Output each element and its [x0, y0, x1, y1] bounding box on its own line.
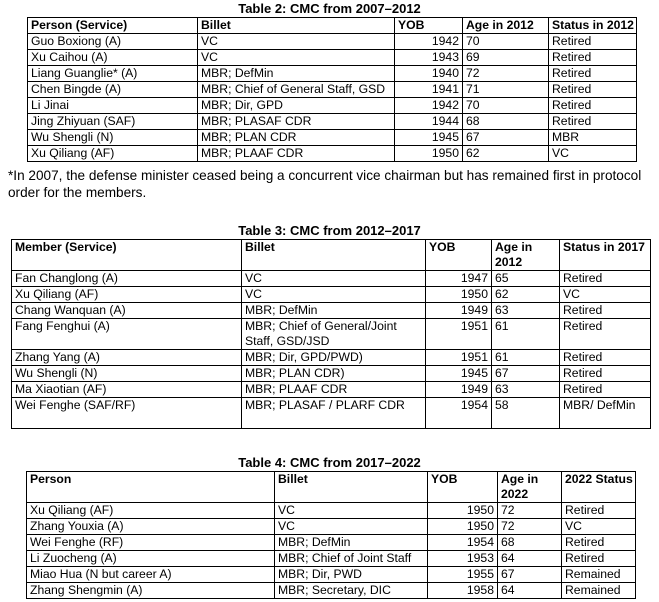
- table-cell-yob: 1945: [426, 366, 492, 382]
- table-cell-age: 62: [492, 287, 560, 303]
- table-cell-status: Retired: [549, 34, 637, 50]
- table-cell-yob: 1958: [428, 583, 498, 599]
- table-row: [27, 567, 636, 583]
- table-cell-status: Retired: [560, 350, 651, 366]
- table-cell-billet: MBR; DefMin: [242, 303, 426, 319]
- table-cell-person: Jing Zhiyuan (SAF): [28, 114, 198, 130]
- table-cell-yob: 1955: [428, 567, 498, 583]
- table-row: [27, 503, 636, 519]
- table3-header-member: Member (Service): [12, 240, 242, 271]
- table-cell-billet: MBR; PLAAF CDR: [198, 146, 395, 162]
- table-row: [28, 82, 637, 98]
- table-cell-age: 72: [498, 519, 562, 535]
- table-cell-age: 67: [498, 567, 562, 583]
- table-cell-status: VC: [549, 146, 637, 162]
- table-row: [28, 98, 637, 114]
- table-cell-billet: MBR; Dir, GPD/PWD): [242, 350, 426, 366]
- table-cell-status: MBR: [549, 130, 637, 146]
- table-cell-yob: 1944: [395, 114, 463, 130]
- table-row: [28, 34, 637, 50]
- table-cell-person: Guo Boxiong (A): [28, 34, 198, 50]
- table4-header-yob: YOB: [428, 472, 498, 503]
- table-cell-yob: 1951: [426, 350, 492, 366]
- table-cell-billet: MBR; Dir, GPD: [198, 98, 395, 114]
- table-cell-status: Retired: [549, 66, 637, 82]
- table2-header-row: [28, 18, 637, 34]
- table-row: [12, 350, 651, 366]
- table-cell-yob: 1941: [395, 82, 463, 98]
- table-cell-person: Zhang Shengmin (A): [27, 583, 275, 599]
- table-cell-age: 61: [492, 319, 560, 350]
- table-cell-member: Zhang Yang (A): [12, 350, 242, 366]
- table-cell-person: Xu Qiliang (AF): [27, 503, 275, 519]
- table-cell-billet: MBR; PLASAF CDR: [198, 114, 395, 130]
- table-cell-yob: 1949: [426, 303, 492, 319]
- table-cell-status: Retired: [549, 50, 637, 66]
- table-cell-person: Zhang Youxia (A): [27, 519, 275, 535]
- table-cell-age: 72: [463, 66, 549, 82]
- table-cell-billet: VC: [275, 503, 428, 519]
- table3-caption: Table 3: CMC from 2012–2017: [238, 223, 421, 238]
- table3-header-age: Age in 2012: [492, 240, 560, 271]
- table4-header-person: Person: [27, 472, 275, 503]
- table-cell-yob: 1950: [426, 287, 492, 303]
- table-cell-status: Remained: [562, 583, 636, 599]
- table-cell-member: Fan Changlong (A): [12, 271, 242, 287]
- table3: [11, 239, 651, 429]
- table-cell-member: Fang Fenghui (A): [12, 319, 242, 350]
- table-cell-age: 72: [498, 503, 562, 519]
- table2-header-status: Status in 2012: [549, 18, 637, 34]
- table-row: [12, 319, 651, 350]
- table-cell-member: Wu Shengli (N): [12, 366, 242, 382]
- table-cell-age: 70: [463, 34, 549, 50]
- table-cell-person: Xu Caihou (A): [28, 50, 198, 66]
- table-cell-billet: VC: [198, 34, 395, 50]
- table-cell-status: Retired: [560, 382, 651, 398]
- table-cell-member: Ma Xiaotian (AF): [12, 382, 242, 398]
- table4-header-billet: Billet: [275, 472, 428, 503]
- table4-header-status: 2022 Status: [562, 472, 636, 503]
- table-cell-yob: 1943: [395, 50, 463, 66]
- table-cell-age: 70: [463, 98, 549, 114]
- table-cell-person: Li Jinai: [28, 98, 198, 114]
- table-cell-yob: 1953: [428, 551, 498, 567]
- table-cell-billet: VC: [242, 287, 426, 303]
- table-cell-age: 64: [498, 551, 562, 567]
- table-row: [28, 146, 637, 162]
- table-cell-member: Chang Wanquan (A): [12, 303, 242, 319]
- table-cell-age: 63: [492, 382, 560, 398]
- table2-header-age: Age in 2012: [463, 18, 549, 34]
- table-cell-billet: MBR; Chief of General Staff, GSD: [198, 82, 395, 98]
- table-cell-age: 62: [463, 146, 549, 162]
- table-cell-yob: 1940: [395, 66, 463, 82]
- table2-header-billet: Billet: [198, 18, 395, 34]
- table-cell-age: 63: [492, 303, 560, 319]
- table-row: [27, 583, 636, 599]
- table-cell-person: Wu Shengli (N): [28, 130, 198, 146]
- table3-header-status: Status in 2017: [560, 240, 651, 271]
- table-cell-billet: MBR; Dir, PWD: [275, 567, 428, 583]
- table-cell-status: Retired: [560, 303, 651, 319]
- table-cell-yob: 1942: [395, 34, 463, 50]
- table-cell-status: Retired: [562, 535, 636, 551]
- table-row: [28, 66, 637, 82]
- table-cell-person: Miao Hua (N but career A): [27, 567, 275, 583]
- table-cell-yob: 1949: [426, 382, 492, 398]
- table4-header-age: Age in 2022: [498, 472, 562, 503]
- table-row: [12, 303, 651, 319]
- table-cell-status: Retired: [560, 319, 651, 350]
- table-cell-status: Retired: [560, 271, 651, 287]
- table-cell-billet: MBR; Secretary, DIC: [275, 583, 428, 599]
- table-cell-age: 71: [463, 82, 549, 98]
- table-cell-age: 67: [463, 130, 549, 146]
- table-cell-age: 69: [463, 50, 549, 66]
- table-cell-billet: MBR; Chief of General/Joint Staff, GSD/JSD: [242, 319, 426, 350]
- table-cell-yob: 1945: [395, 130, 463, 146]
- table-row: [28, 114, 637, 130]
- table-row: [12, 398, 651, 429]
- table-cell-age: 64: [498, 583, 562, 599]
- table-cell-status: Retired: [549, 114, 637, 130]
- table-row: [12, 366, 651, 382]
- table-cell-yob: 1950: [395, 146, 463, 162]
- table3-header-row: [12, 240, 651, 271]
- table-cell-person: Wei Fenghe (RF): [27, 535, 275, 551]
- table-cell-person: Chen Bingde (A): [28, 82, 198, 98]
- table-cell-status: Retired: [549, 82, 637, 98]
- table-cell-age: 68: [463, 114, 549, 130]
- table2: [27, 17, 637, 162]
- table-cell-age: 68: [498, 535, 562, 551]
- table4: [26, 471, 636, 599]
- table-cell-billet: MBR; PLAN CDR: [198, 130, 395, 146]
- table-cell-status: Retired: [560, 366, 651, 382]
- table4-caption: Table 4: CMC from 2017–2022: [238, 455, 421, 470]
- table-cell-billet: VC: [242, 271, 426, 287]
- table-cell-status: Retired: [562, 503, 636, 519]
- table2-header-yob: YOB: [395, 18, 463, 34]
- table-cell-age: 67: [492, 366, 560, 382]
- table-cell-person: Liang Guanglie* (A): [28, 66, 198, 82]
- table-cell-status: MBR/ DefMin: [560, 398, 651, 429]
- table-row: [28, 50, 637, 66]
- table-cell-person: Li Zuocheng (A): [27, 551, 275, 567]
- table-cell-status: Remained: [562, 567, 636, 583]
- table-cell-age: 65: [492, 271, 560, 287]
- table-cell-billet: MBR; DefMin: [198, 66, 395, 82]
- table-row: [28, 130, 637, 146]
- table2-header-person: Person (Service): [28, 18, 198, 34]
- table-row: [27, 551, 636, 567]
- table-cell-member: Xu Qiliang (AF): [12, 287, 242, 303]
- table-cell-billet: MBR; PLASAF / PLARF CDR: [242, 398, 426, 429]
- table-cell-status: VC: [562, 519, 636, 535]
- table-cell-billet: VC: [198, 50, 395, 66]
- table-cell-status: VC: [560, 287, 651, 303]
- table-cell-yob: 1954: [428, 535, 498, 551]
- table-row: [27, 519, 636, 535]
- table-cell-yob: 1954: [426, 398, 492, 429]
- table-cell-yob: 1942: [395, 98, 463, 114]
- table-cell-status: Retired: [562, 551, 636, 567]
- table-row: [12, 271, 651, 287]
- table-cell-billet: MBR; PLAN CDR): [242, 366, 426, 382]
- table4-header-row: [27, 472, 636, 503]
- table2-footnote: *In 2007, the defense minister ceased being a concurrent vice chairman but has remained first in protocol order for the members.: [8, 168, 642, 200]
- table-cell-person: Xu Qiliang (AF): [28, 146, 198, 162]
- table-cell-yob: 1947: [426, 271, 492, 287]
- table-cell-yob: 1951: [426, 319, 492, 350]
- table-cell-age: 61: [492, 350, 560, 366]
- table-cell-billet: VC: [275, 519, 428, 535]
- table-cell-billet: MBR; Chief of Joint Staff: [275, 551, 428, 567]
- table-cell-billet: MBR; DefMin: [275, 535, 428, 551]
- table-row: [12, 287, 651, 303]
- table-row: [27, 535, 636, 551]
- table-cell-yob: 1950: [428, 519, 498, 535]
- table3-header-yob: YOB: [426, 240, 492, 271]
- table-cell-status: Retired: [549, 98, 637, 114]
- table-cell-member: Wei Fenghe (SAF/RF): [12, 398, 242, 429]
- table-cell-yob: 1950: [428, 503, 498, 519]
- table-cell-age: 58: [492, 398, 560, 429]
- table3-header-billet: Billet: [242, 240, 426, 271]
- table2-caption: Table 2: CMC from 2007–2012: [238, 1, 421, 16]
- table-cell-billet: MBR; PLAAF CDR: [242, 382, 426, 398]
- table-row: [12, 382, 651, 398]
